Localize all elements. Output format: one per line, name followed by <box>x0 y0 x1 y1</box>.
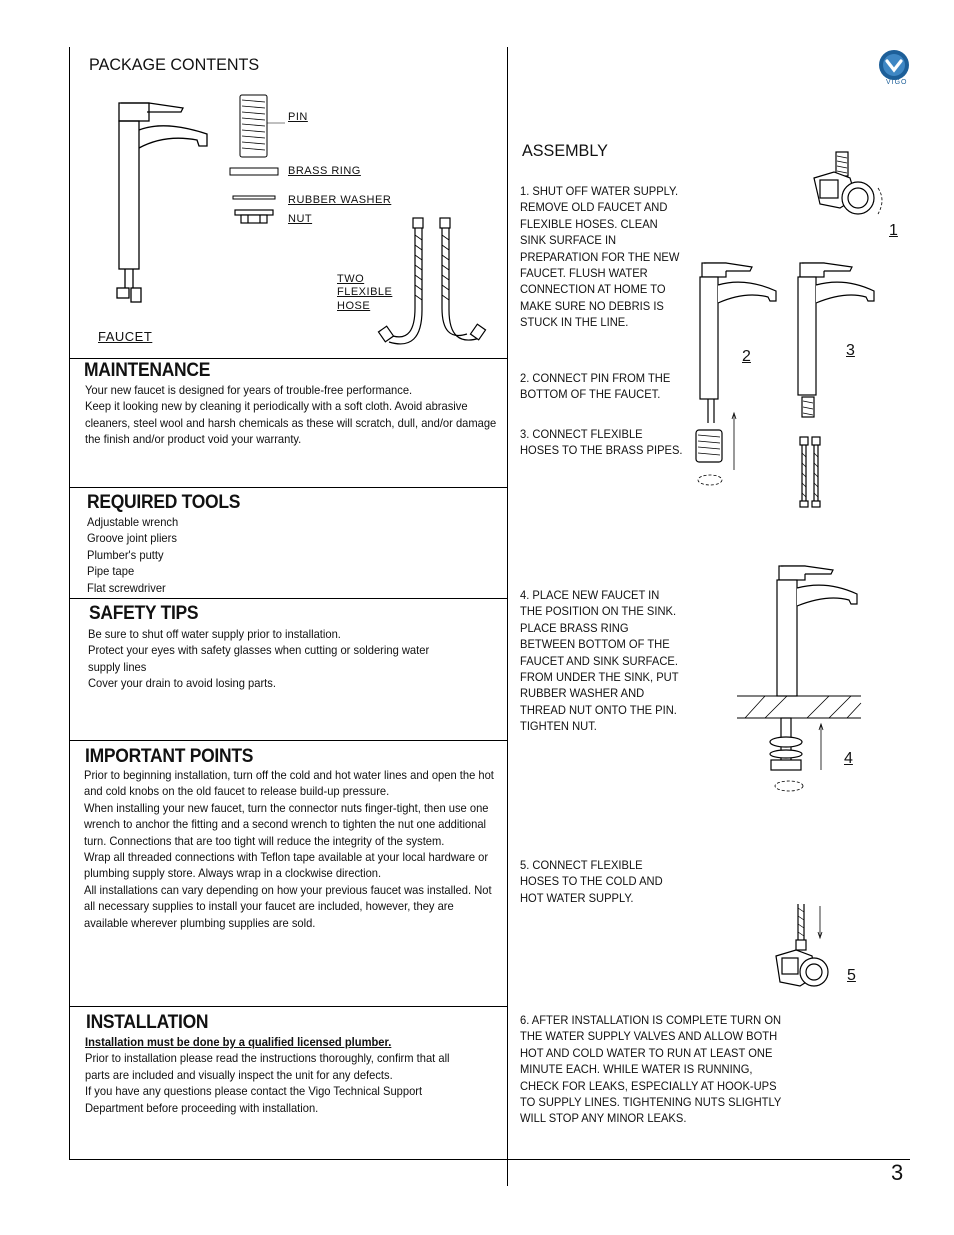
figure-number-4: 4 <box>844 750 853 767</box>
text-line: RUBBER WASHER AND <box>520 686 645 701</box>
text-line: parts are included and visually inspect the unit for any defects. <box>85 1067 393 1082</box>
text-line: HOT WATER SUPPLY. <box>520 890 634 905</box>
text-line: wrench to anchor the fitting and a second wrench to tighten the nut one additional <box>84 817 487 832</box>
maintenance-text <box>85 382 496 448</box>
figure-number-3: 3 <box>846 342 855 359</box>
hose-label-line3: HOSE <box>337 300 371 312</box>
text-line: plumbing supply store. Always wrap in a clockwise direction. <box>84 866 382 881</box>
divider-important <box>69 740 507 741</box>
step-3-text <box>520 426 683 459</box>
divider-tools <box>69 487 507 488</box>
figure-5-hose-valve <box>770 900 835 1000</box>
text-line: CHECK FOR LEAKS, ESPECIALLY AT HOOK-UPS <box>520 1078 777 1093</box>
figure-2-faucet <box>690 255 780 495</box>
installation-title: INSTALLATION <box>86 1012 209 1033</box>
brass-ring-label: BRASS RING <box>288 165 361 177</box>
text-line: 4. PLACE NEW FAUCET IN <box>520 588 660 602</box>
text-line: PLACE BRASS RING <box>520 620 629 635</box>
text-line: When installing your new faucet, turn the connector nuts finger-tight, then use one <box>84 800 489 815</box>
hose-drawing <box>378 218 485 344</box>
required-tools-title: REQUIRED TOOLS <box>87 492 241 513</box>
divider-maintenance <box>69 358 507 359</box>
text-line: PREPARATION FOR THE NEW <box>520 249 680 264</box>
figure-1-valve <box>800 148 895 228</box>
figure-number-5: 5 <box>847 967 856 984</box>
nut-label: NUT <box>288 213 313 225</box>
step-6-text <box>520 1012 781 1127</box>
step-2-text <box>520 370 670 403</box>
text-line: 5. CONNECT FLEXIBLE <box>520 858 643 872</box>
text-line: TIGHTEN NUT. <box>520 719 597 734</box>
package-contents-title: PACKAGE CONTENTS <box>89 55 260 74</box>
text-line: FAUCET. FLUSH WATER <box>520 266 648 281</box>
text-line: cleaners, steel wool and harsh chemicals as these will scratch, dull, and/or damage <box>85 415 497 430</box>
pin-drawing <box>240 95 285 157</box>
step-4-text <box>520 587 679 735</box>
logo-text: VIGO <box>886 79 908 86</box>
divider-safety <box>69 598 507 599</box>
rubber-washer-drawing <box>233 196 275 199</box>
rubber-washer-label: RUBBER WASHER <box>288 194 392 206</box>
text-line: THE POSITION ON THE SINK. <box>520 604 677 619</box>
figure-number-2: 2 <box>742 348 751 365</box>
text-line: HOSES TO THE BRASS PIPES. <box>520 443 683 458</box>
text-line: the finish and/or product void your warranty. <box>85 432 302 447</box>
nut-drawing <box>235 210 273 223</box>
text-line: REMOVE OLD FAUCET AND <box>520 200 668 215</box>
text-line: Department before proceeding with installation. <box>85 1100 319 1115</box>
text-line: All installations can vary depending on how your previous faucet was installed. Not <box>84 882 492 897</box>
text-line: HOT AND COLD WATER TO RUN AT LEAST ONE <box>520 1045 773 1060</box>
text-line: Prior to installation please read the instructions thoroughly, confirm that all <box>85 1051 450 1066</box>
safety-tips-title: SAFETY TIPS <box>89 603 199 624</box>
text-line: 6. AFTER INSTALLATION IS COMPLETE TURN ON <box>520 1013 782 1027</box>
text-line: FLEXIBLE HOSES. CLEAN <box>520 216 658 231</box>
text-line: Prior to beginning installation, turn off the cold and hot water lines and open the hot <box>84 768 494 782</box>
text-line: Be sure to shut off water supply prior to installation. <box>88 627 341 641</box>
installation-text <box>85 1034 450 1116</box>
figure-3-faucet-hoses <box>790 255 880 510</box>
assembly-title: ASSEMBLY <box>522 141 608 160</box>
text-line: Protect your eyes with safety glasses when cutting or soldering water <box>88 643 430 658</box>
faucet-drawing <box>117 103 207 302</box>
safety-tips-text <box>88 626 429 692</box>
brass-ring-drawing <box>230 168 278 175</box>
tool-item: Adjustable wrench <box>87 515 179 529</box>
text-line: If you have any questions please contact the Vigo Technical Support <box>85 1084 423 1099</box>
installation-note: Installation must be done by a qualified licensed plumber. <box>85 1035 392 1049</box>
bottom-rule <box>69 1159 910 1160</box>
tool-item: Plumber's putty <box>87 547 164 562</box>
text-line: STUCK IN THE LINE. <box>520 315 629 330</box>
text-line: and cold knobs on the old faucet to release build-up pressure. <box>84 784 390 799</box>
text-line: SINK SURFACE IN <box>520 233 617 248</box>
hose-label-line2: FLEXIBLE <box>337 286 393 298</box>
text-line: turn. Connections that are too tight will reduce the integrity of the system. <box>84 833 445 848</box>
vigo-logo <box>876 48 912 88</box>
text-line: BETWEEN BOTTOM OF THE <box>520 637 670 652</box>
text-line: CONNECTION AT HOME TO <box>520 282 666 297</box>
hose-label-line1: TWO <box>337 273 365 285</box>
text-line: BOTTOM OF THE FAUCET. <box>520 387 661 402</box>
maintenance-title: MAINTENANCE <box>84 360 211 381</box>
tool-item: Pipe tape <box>87 564 135 579</box>
text-line: 2. CONNECT PIN FROM THE <box>520 371 671 385</box>
text-line: available wherever plumbing supplies are sold. <box>84 915 316 930</box>
text-line: 1. SHUT OFF WATER SUPPLY. <box>520 184 679 198</box>
text-line: all necessary supplies to install your faucet are included, however, they are <box>84 899 454 914</box>
faucet-label: FAUCET <box>98 329 153 344</box>
text-line: FAUCET AND SINK SURFACE. <box>520 653 678 668</box>
required-tools-list <box>87 514 178 596</box>
important-points-text <box>84 767 494 931</box>
divider-installation <box>69 1006 507 1007</box>
text-line: HOSES TO THE COLD AND <box>520 874 663 889</box>
center-divider <box>507 47 508 1186</box>
pin-label: PIN <box>288 111 308 123</box>
step-5-text <box>520 857 663 906</box>
important-points-title: IMPORTANT POINTS <box>85 746 254 767</box>
text-line: MAKE SURE NO DEBRIS IS <box>520 298 664 313</box>
text-line: TO SUPPLY LINES. TIGHTENING NUTS SLIGHTLY <box>520 1095 782 1110</box>
text-line: THREAD NUT ONTO THE PIN. <box>520 702 677 717</box>
text-line: MINUTE EACH. WHILE WATER IS RUNNING, <box>520 1062 753 1077</box>
tool-item: Flat screwdriver <box>87 580 166 595</box>
page-number: 3 <box>891 1160 904 1185</box>
text-line: THE WATER SUPPLY VALVES AND ALLOW BOTH <box>520 1029 778 1044</box>
text-line: supply lines <box>88 659 147 674</box>
text-line: FROM UNDER THE SINK, PUT <box>520 670 679 685</box>
text-line: WILL STOP ANY MINOR LEAKS. <box>520 1111 687 1126</box>
text-line: Wrap all threaded connections with Teflon tape available at your local hardware or <box>84 850 489 865</box>
tool-item: Groove joint pliers <box>87 531 177 546</box>
text-line: Cover your drain to avoid losing parts. <box>88 676 276 691</box>
step-1-text <box>520 183 679 331</box>
text-line: Your new faucet is designed for years of trouble-free performance. <box>85 383 413 397</box>
text-line: Keep it looking new by cleaning it periodically with a soft cloth. Avoid abrasive <box>85 399 468 414</box>
left-border <box>69 47 70 1160</box>
text-line: 3. CONNECT FLEXIBLE <box>520 427 643 441</box>
figure-number-1: 1 <box>889 222 898 239</box>
